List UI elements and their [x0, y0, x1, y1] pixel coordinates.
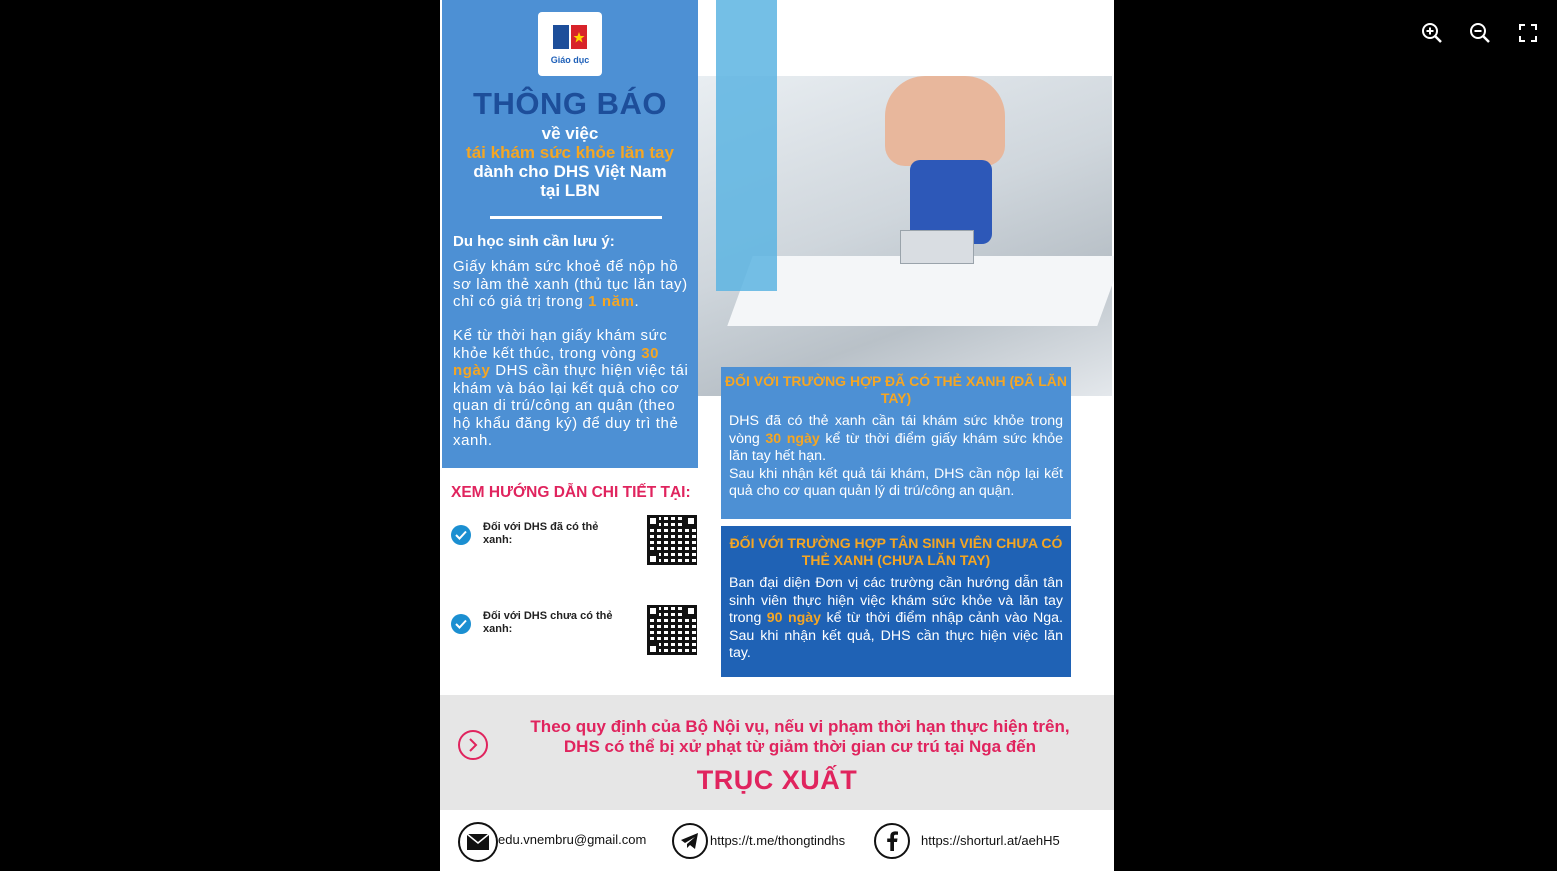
title-divider: [490, 216, 662, 219]
zoom-out-icon: [1468, 21, 1492, 45]
fullscreen-icon: [1518, 23, 1538, 43]
guide-title: XEM HƯỚNG DẪN CHI TIẾT TẠI:: [451, 484, 691, 501]
hand-decoration: [885, 76, 1005, 166]
telegram-icon: [672, 823, 708, 859]
paper-decoration: [727, 256, 1114, 326]
left-info-panel: [442, 0, 698, 468]
new-student-box: [721, 526, 1071, 677]
warning-banner: [440, 695, 1114, 810]
facebook-link[interactable]: https://shorturl.at/aehH5: [921, 833, 1060, 848]
poster-image: [440, 0, 1114, 871]
notice-heading: Du học sinh cần lưu ý:: [453, 233, 615, 250]
zoom-out-button[interactable]: [1465, 18, 1495, 48]
box1-title: ĐỐI VỚI TRƯỜNG HỢP ĐÃ CÓ THẺ XANH (ĐÃ LĂN TAY): [725, 373, 1067, 406]
fullscreen-button[interactable]: [1513, 18, 1543, 48]
book-icon: [551, 23, 589, 53]
chevron-right-icon: [458, 730, 488, 760]
email-link[interactable]: edu.vnembru@gmail.com: [498, 832, 647, 847]
existing-card-box: [721, 367, 1071, 519]
warning-text: Theo quy định của Bộ Nội vụ, nếu vi phạm thời hạn thực hiện trên, DHS có thể bị xử phạt từ giảm thời gian cư trú tại Nga đến: [530, 717, 1070, 756]
facebook-icon: [874, 823, 910, 859]
check-icon: [451, 614, 471, 634]
notice-subtitle-4: tại LBN: [540, 181, 600, 200]
qr-code[interactable]: [647, 515, 697, 565]
logo: [538, 12, 602, 76]
notice-title: THÔNG BÁO: [473, 86, 667, 121]
notice-paragraph-1: Giấy khám sức khoẻ để nộp hồ sơ làm thẻ xanh (thủ tục lăn tay) chỉ có giá trị trong 1 năm.: [453, 258, 688, 310]
warning-deportation: TRỤC XUẤT: [696, 765, 858, 795]
telegram-link[interactable]: https://t.me/thongtindhs: [710, 833, 846, 848]
email-icon: [458, 822, 498, 862]
box2-title: ĐỐI VỚI TRƯỜNG HỢP TÂN SINH VIÊN CHƯA CÓ THẺ XANH (CHƯA LĂN TAY): [729, 535, 1063, 568]
notice-subtitle-3: dành cho DHS Việt Nam: [473, 162, 667, 181]
check-icon: [451, 525, 471, 545]
box2-text: Ban đại diện Đơn vị các trường cần hướng dẫn tân sinh viên thực hiện việc khám sức khỏe và lăn tay trong 90 ngày kể từ thời điểm nhập cảnh vào Nga. Sau khi nhận kết quả, DHS cần thực hiện việc lăn tay.: [729, 575, 1063, 661]
zoom-in-icon: [1420, 21, 1444, 45]
stamp-base-decoration: [900, 230, 974, 264]
notice-paragraph-2: Kể từ thời hạn giấy khám sức khỏe kết thúc, trong vòng 30 ngày DHS cần thực hiện việc tái khám và báo lại kết quả cho cơ quan di trú/công an quận (theo hộ khẩu đăng ký) để duy trì thẻ xanh.: [453, 327, 689, 449]
notice-subtitle-1: về việc: [541, 124, 599, 143]
notice-subtitle-highlight: tái khám sức khỏe lăn tay: [466, 143, 674, 162]
contact-footer: [440, 815, 1114, 871]
blue-strip-decoration: [716, 0, 777, 291]
zoom-in-button[interactable]: [1417, 18, 1447, 48]
qr-code[interactable]: [647, 605, 697, 655]
logo-text: Giáo dục: [550, 55, 590, 65]
box1-text: DHS đã có thẻ xanh cần tái khám sức khỏe trong vòng 30 ngày kể từ thời điểm giấy khám sức khỏe lăn tay hết hạn. Sau khi nhận kết quả tái khám, DHS cần nộp lại kết quả cho cơ quan quản lý di trú/công an quận.: [729, 413, 1063, 499]
guide-label: Đối với DHS đã có thẻ xanh:: [483, 521, 599, 546]
viewer-toolbar: [1417, 18, 1543, 48]
guide-label: Đối với DHS chưa có thẻ xanh:: [483, 610, 613, 635]
